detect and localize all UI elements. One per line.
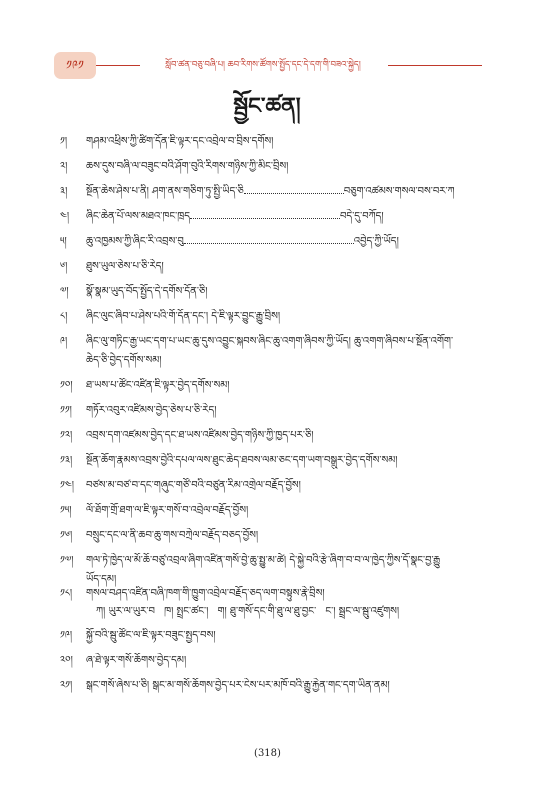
question-item [60, 134, 500, 150]
header-rule-right [388, 65, 482, 66]
question-number: ༢། [60, 161, 68, 172]
question-item [60, 159, 500, 175]
question-item [60, 586, 500, 602]
question-item [60, 478, 500, 494]
answer-options [96, 604, 506, 620]
question-number: ༨། [60, 311, 68, 322]
question-item [60, 678, 500, 694]
fill-blank [244, 184, 344, 194]
question-item [60, 628, 500, 644]
question-item [60, 378, 500, 394]
question-text: སྒང་གསོ་ཞེས་པ་ཅི། སྒང་མ་གསོ་ཆོགས་བྱེད་པར་ངེས་པར་མཁོ་བའི་རྒྱུ་རྐྱེན་གང་དག་ཡིན་ནམ། [86, 680, 390, 691]
question-text-tail: བདེ་དུ་བཀོད། [340, 211, 384, 222]
question-number: ༡༣། [60, 455, 73, 466]
question-text: ཆུ་འཁྱམས་ཀྱི་ཞིང་རི་འབྲས་བུ [86, 236, 184, 247]
question-number: ༡༦། [60, 530, 73, 541]
question-text-tail: བཅུག་འཚམས་གསལ་བས་བར་ཀ [343, 186, 455, 197]
question-item [60, 234, 500, 250]
question-text: གསལ་བཤད་འཛིན་བཞི་ཁག་གི་ཁྱུག་འབྲེལ་བརྗོད་ཅད་ལག་བསྟུས་རྣེ་བྲིས། [86, 588, 325, 599]
question-text: སྣོ་སྣམ་ཡུད་བོད་སྤྱོད་དེ་དགོས་དོན་ཅི། [86, 286, 208, 297]
question-number: ༡༤། [60, 480, 74, 491]
question-text: སྔོན་ཆོག་རྣམས་འབྲས་བྱེའི་དཔལ་ལས་ཐུང་ཆེད་ཐབས་ལམ་ཅང་དག་ཡག་བསྒྲུར་བྱེད་དགོས་སམ། [86, 455, 398, 466]
question-number: ༩། [60, 336, 68, 347]
question-number: ༢༡། [60, 680, 73, 691]
chapter-page-badge: ༡༩༡ [54, 52, 96, 79]
question-item [60, 428, 500, 444]
question-item [60, 209, 500, 225]
question-text: སྐྱོ་བའི་སྦུ་ཚོང་ལ་ཇི་ལྟར་བཟུང་སྤྱད་བས། [86, 630, 216, 641]
question-text: འབྲས་དག་འཛམས་བྱེད་དང་ཐ་ཡས་འཛིམས་བྱེད་གཉིས་ཀྱི་ཁྱད་པར་ཅི། [86, 430, 314, 441]
question-number: ༡༨། [60, 588, 73, 599]
question-item [60, 553, 500, 569]
option-nga: ང་། སྦྲང་ལ་སྦུ་འཛུགས། [325, 606, 400, 617]
question-item [60, 284, 500, 300]
question-number: ༡༧། [60, 555, 74, 566]
question-number: ༦། [60, 261, 68, 272]
question-item [60, 453, 500, 469]
running-title: སློབ་ཚན་བཅུ་བཞི་པ། ཆབ་རིགས་ཚོགས་སྤྱོད་དང་དེ་དག་གི་བཟའ་སྐྱེད། [165, 60, 361, 70]
question-text-tail: འབྱེད་ཀྱི་ཡོད། [353, 236, 399, 247]
question-text: ཆས་དུས་བཞི་ལ་བཟུང་བའི་ཤོག་བུའི་རིགས་གཉིས་ཀྱི་མིང་བྲིས། [86, 161, 289, 172]
header-rule-left [96, 65, 140, 66]
question-text: ཞ་ཐེ་ལྟར་གསོ་ཆོགས་བྱེད་དམ། [86, 655, 187, 666]
question-number: ༡༩། [60, 630, 73, 641]
question-number: ༡༡། [60, 405, 72, 416]
option-kha: ཁ། སྤྲང་ཚང་། [164, 606, 209, 617]
question-text: གལ་ཏེ་ཁྱེད་ལ་མོ་ཆོ་བཙུ་འབྲལ་ཞིག་འཛིན་གསོ་བྱེ་ཆུ་སྤྱུ་མ་ཚེ། དེ་སྐྱེ་བའི་རྩེ་ཞིག་བ་བ་ལ་ཁྱེད་ཀྱིས་དོ་སྣང་བྱ་རྒྱུ [86, 555, 441, 566]
question-item [60, 259, 500, 275]
question-number: ༧། [60, 286, 69, 297]
question-number: ༢༠། [60, 655, 73, 666]
question-number: ༡། [60, 136, 68, 147]
question-number: ༤། [60, 211, 70, 222]
question-text: བཙས་མ་བཙ་བ་དང་གཞུང་གཙོ་བའི་བཙུན་རིམ་འགྲེལ་བརྗོད་བྱོས། [86, 480, 301, 491]
question-text: ལོ་ཐོག་གྲོ་ཐག་ལ་ཇི་ལྟར་གསོ་བ་འབྲེལ་བརྗོད་བྱོས། [86, 505, 249, 516]
question-number: ༡༥། [60, 505, 72, 516]
question-text: གཤམ་འཕྲིས་ཀྱི་ཚིག་དོན་ཇི་ལྟར་དང་འབྲེལ་བ་བྲིས་དགོས། [86, 136, 274, 147]
option-ga: ག། ཐུ་གསོ་དང་གི་ཐུ་ལ་ཐུ་བྱང་ [217, 606, 317, 617]
page-number: (318) [254, 748, 281, 759]
question-text: བསྲུང་དང་ལ་ནི་ཆབ་ཆུ་གས་བཀྲེལ་བརྗོད་བཅད་བྱོས། [86, 530, 259, 541]
fill-blank [190, 209, 340, 219]
question-item [60, 309, 500, 325]
question-number: ༡༢། [60, 430, 73, 441]
question-text: ཞིང་ལུ་གཏིང་རྒྱ་ཡང་དག་པ་ཡང་ཆུ་དུས་འབྱུང་སྐབས་ཞིང་ཆུ་འགག་ཞིབས་ཀྱི་ཡོད། ཆུ་འགག་ཞིབས་པ་སྔོན་འགོག་ [86, 336, 454, 347]
question-text: ཐ་ཡས་པ་ཚོང་འཛིན་ཇི་ལྟར་བྱེད་དགོས་སམ། [86, 380, 230, 391]
question-continuation: ཡོད་དམ། [86, 574, 117, 585]
question-item [60, 528, 500, 544]
question-number: ༣། [60, 186, 68, 197]
question-text: ཞིང་ཆེན་པོ་ལས་མཐའ་ཁང་ཁྲད [86, 211, 190, 222]
question-number: ༡༠། [60, 380, 73, 391]
question-item [60, 653, 500, 669]
question-text: སྔོན་ཆེས་ཤེས་པ་ནི། ཤག་ནས་གཅིག་ཏུ་སྤྱི་ཡིད་ཅི [86, 186, 244, 197]
question-text: ཞིང་ལུང་ཞིབ་པ་ཤེས་པའི་གོ་དོན་དང་། དེ་ཇི་ལྟར་བྱུང་རྒྱུ་བྲིས། [86, 311, 281, 322]
question-item [60, 503, 500, 519]
question-continuation: ཆེད་ཅི་བྱེད་དགོས་སམ། [86, 355, 162, 366]
question-text: ཐུས་ཡུལ་ཅེས་པ་ཅི་རེད། [86, 261, 164, 272]
question-item [60, 403, 500, 419]
section-title: སྦྱོང་ཚན། [233, 94, 301, 119]
fill-blank [184, 234, 354, 244]
question-number: ༥། [60, 236, 67, 247]
question-item [60, 184, 500, 200]
question-text: གཏོར་འབུར་འཛིམས་བྱེད་ཅེས་པ་ཅི་རེད། [86, 405, 217, 416]
option-ka: ཀ། ཡུར་ལ་ཡུར་བ [96, 606, 155, 617]
question-item [60, 334, 500, 350]
